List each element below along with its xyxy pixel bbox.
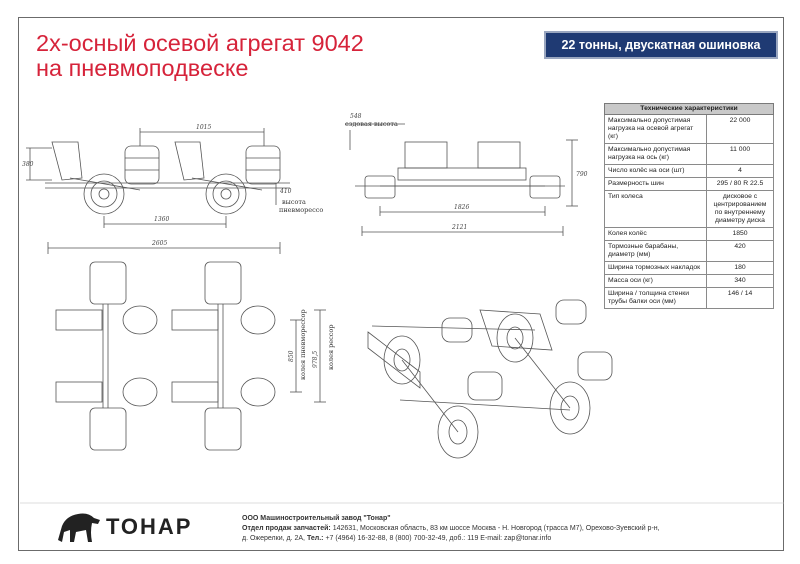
- top-view-drawing: [48, 242, 326, 450]
- spec-value: дисковое с центрированием по внутреннему диаметру диска: [707, 191, 774, 228]
- isometric-view-drawing: [368, 300, 612, 458]
- dim-2605: 2605: [152, 240, 168, 247]
- dim-2121: 2121: [452, 224, 468, 231]
- spec-label: Максимально допустимая нагрузка на ось (кг): [605, 144, 707, 165]
- ride-height-top-label: ездовая высота: [345, 120, 398, 128]
- spec-value: 420: [707, 241, 774, 262]
- footer-address: 142631, Московская область, 83 км шоссе Москва - Н. Новгород (трасса М7), Орехово-Зуевский р-н,: [332, 525, 660, 532]
- spec-value: 295 / 80 R 22.5: [707, 178, 774, 191]
- footer-phone-label: Тел.:: [306, 535, 324, 542]
- spec-value: 146 / 14: [707, 288, 774, 309]
- spec-label: Ширина тормозных накладок: [605, 262, 707, 275]
- spec-value: 22 000: [707, 115, 774, 144]
- capacity-badge: 22 тонны, двускатная ошиновка: [544, 31, 778, 59]
- spec-value: 4: [707, 165, 774, 178]
- dim-380: 380: [22, 161, 34, 168]
- spec-label: Ширина / толщина стенки трубы балки оси (мм): [605, 288, 707, 309]
- spec-value: 340: [707, 275, 774, 288]
- dim-850: 850: [288, 350, 295, 362]
- rear-view-drawing: [345, 124, 578, 236]
- footer-contacts: [242, 514, 762, 544]
- dim-790: 790: [576, 171, 588, 178]
- spec-label: Число колёс на оси (шт): [605, 165, 707, 178]
- title-line-1: 2х-осный осевой агрегат 9042: [36, 30, 364, 56]
- spec-value: 11 000: [707, 144, 774, 165]
- spec-label: Масса оси (кг): [605, 275, 707, 288]
- company-logo-text: ТОНАР: [106, 514, 193, 539]
- footer-company: ООО Машиностроительный завод "Тонар": [242, 515, 391, 522]
- side-view-drawing: [26, 128, 290, 228]
- footer-sales-label: Отдел продаж запчастей:: [242, 525, 331, 532]
- spec-value: 1850: [707, 228, 774, 241]
- track-leafspring-label: колея рессор: [327, 324, 335, 370]
- footer-village: д. Ожерелки, д. 2А,: [242, 535, 305, 542]
- spec-label: Колея колёс: [605, 228, 707, 241]
- dim-978-5: 978,5: [312, 350, 319, 368]
- dim-548: 548: [350, 113, 362, 120]
- dim-1360: 1360: [154, 216, 170, 223]
- dim-410: 410: [280, 188, 292, 195]
- dim-1015: 1015: [196, 124, 212, 131]
- dimension-labels: [22, 113, 588, 380]
- spec-label: Максимально допустимая нагрузка на осевой агрегат (кг): [605, 115, 707, 144]
- track-airspring-label: колея пневморессор: [299, 309, 307, 380]
- spec-label: Тип колеса: [605, 191, 707, 228]
- footer-phones-email: +7 (4964) 16-32-88, 8 (800) 700-32-49, доб.: 119 E-mail: zap@tonar.info: [325, 535, 552, 542]
- title-line-2: на пневмоподвеске: [36, 55, 249, 81]
- spec-table-header: Технические характеристики: [605, 104, 774, 115]
- spec-label: Размерность шин: [605, 178, 707, 191]
- polar-bear-icon: [58, 514, 100, 543]
- dim-1826: 1826: [454, 204, 470, 211]
- spec-label: Тормозные барабаны, диаметр (мм): [605, 241, 707, 262]
- spec-value: 180: [707, 262, 774, 275]
- ride-height-label-2: пневморессо: [279, 206, 324, 214]
- ride-height-label-1: высота: [282, 198, 306, 206]
